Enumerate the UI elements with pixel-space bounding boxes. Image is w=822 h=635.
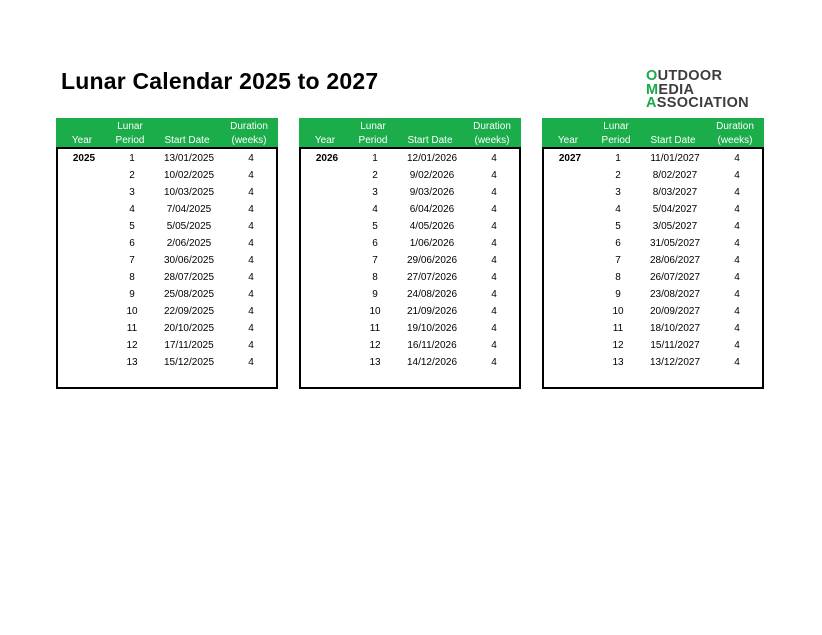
period-cell: 7: [372, 255, 378, 266]
start-date-cell: 22/09/2025: [163, 306, 215, 317]
duration-cell: 4: [734, 204, 740, 215]
table-header: [542, 118, 764, 147]
header-lunar: Lunar: [603, 121, 629, 132]
period-cell: 13: [612, 357, 624, 368]
period-cell: 13: [126, 357, 138, 368]
logo-initial: A: [646, 95, 657, 111]
duration-cell: 4: [248, 340, 254, 351]
duration-cell: 4: [491, 272, 497, 283]
duration-cell: 4: [734, 238, 740, 249]
period-cell: 2: [615, 170, 621, 181]
duration-cell: 4: [491, 153, 497, 164]
period-cell: 9: [615, 289, 621, 300]
duration-cell: 4: [248, 272, 254, 283]
header-weeks: (weeks): [474, 135, 510, 146]
start-date-cell: 19/10/2026: [406, 323, 458, 334]
duration-cell: 4: [491, 357, 497, 368]
header-duration: Duration: [716, 121, 754, 132]
duration-cell: 4: [734, 306, 740, 317]
start-date-cell: 15/11/2027: [650, 340, 700, 351]
logo-line-association: [646, 97, 749, 111]
period-cell: 8: [615, 272, 621, 283]
duration-cell: 4: [248, 306, 254, 317]
header-start-date: Start Date: [164, 135, 210, 146]
table-row: [301, 167, 519, 184]
start-date-cell: 24/08/2026: [406, 289, 458, 300]
duration-cell: 4: [491, 221, 497, 232]
header-period: Period: [358, 135, 388, 146]
table-row: [58, 286, 276, 303]
duration-cell: 4: [734, 221, 740, 232]
table-body: [299, 147, 521, 389]
table-row: [58, 150, 276, 167]
start-date-cell: 6/04/2026: [409, 204, 455, 215]
period-cell: 6: [129, 238, 135, 249]
start-date-cell: 1/06/2026: [409, 238, 455, 249]
start-date-cell: 25/08/2025: [163, 289, 215, 300]
duration-cell: 4: [248, 187, 254, 198]
period-cell: 10: [369, 306, 381, 317]
period-cell: 3: [372, 187, 378, 198]
duration-cell: 4: [734, 272, 740, 283]
table-row: [544, 269, 762, 286]
table-row: [58, 252, 276, 269]
start-date-cell: 4/05/2026: [409, 221, 455, 232]
header-lunar: Lunar: [117, 121, 143, 132]
table-row: [544, 320, 762, 337]
duration-cell: 4: [491, 170, 497, 181]
start-date-cell: 5/05/2025: [166, 221, 212, 232]
period-cell: 5: [129, 221, 135, 232]
start-date-cell: 18/10/2027: [649, 323, 701, 334]
header-weeks: (weeks): [717, 135, 753, 146]
duration-cell: 4: [248, 170, 254, 181]
start-date-cell: 10/02/2025: [163, 170, 215, 181]
start-date-cell: 16/11/2026: [407, 340, 457, 351]
start-date-cell: 9/02/2026: [409, 170, 455, 181]
lunar-table-2025: [56, 118, 278, 389]
period-cell: 8: [129, 272, 135, 283]
logo-initial: O: [646, 68, 658, 84]
start-date-cell: 15/12/2025: [163, 357, 215, 368]
period-cell: 12: [126, 340, 138, 351]
duration-cell: 4: [491, 340, 497, 351]
table-row: [544, 167, 762, 184]
lunar-table-2026: [299, 118, 521, 389]
header-duration: Duration: [473, 121, 511, 132]
duration-cell: 4: [734, 255, 740, 266]
start-date-cell: 11/01/2027: [650, 153, 700, 164]
table-row: [58, 337, 276, 354]
duration-cell: 4: [734, 187, 740, 198]
period-cell: 10: [612, 306, 624, 317]
duration-cell: 4: [248, 255, 254, 266]
table-row: [301, 235, 519, 252]
table-row: [58, 235, 276, 252]
table-row: [301, 269, 519, 286]
table-row: [301, 184, 519, 201]
period-cell: 5: [372, 221, 378, 232]
table-row: [58, 167, 276, 184]
start-date-cell: 29/06/2026: [406, 255, 458, 266]
duration-cell: 4: [248, 323, 254, 334]
duration-cell: 4: [248, 357, 254, 368]
period-cell: 1: [129, 153, 135, 164]
duration-cell: 4: [734, 323, 740, 334]
period-cell: 2: [129, 170, 135, 181]
period-cell: 9: [372, 289, 378, 300]
period-cell: 1: [615, 153, 621, 164]
start-date-cell: 26/07/2027: [649, 272, 701, 283]
table-row: [58, 303, 276, 320]
start-date-cell: 21/09/2026: [406, 306, 458, 317]
table-row: [301, 218, 519, 235]
logo-initial: M: [646, 81, 659, 98]
duration-cell: 4: [734, 340, 740, 351]
start-date-cell: 17/11/2025: [164, 340, 214, 351]
duration-cell: 4: [491, 255, 497, 266]
start-date-cell: 5/04/2027: [652, 204, 698, 215]
table-body: [56, 147, 278, 389]
table-row: [301, 201, 519, 218]
logo-text: SSOCIATION: [656, 95, 749, 111]
table-row: [544, 235, 762, 252]
start-date-cell: 9/03/2026: [409, 187, 455, 198]
oma-logo: [646, 70, 749, 111]
duration-cell: 4: [734, 357, 740, 368]
start-date-cell: 13/01/2025: [163, 153, 215, 164]
header-weeks: (weeks): [231, 135, 267, 146]
period-cell: 11: [612, 323, 624, 334]
duration-cell: 4: [734, 289, 740, 300]
duration-cell: 4: [491, 204, 497, 215]
duration-cell: 4: [491, 289, 497, 300]
header-year: Year: [557, 135, 579, 146]
year-cell: 2027: [558, 153, 582, 164]
table-body: [542, 147, 764, 389]
duration-cell: 4: [734, 153, 740, 164]
start-date-cell: 20/10/2025: [163, 323, 215, 334]
start-date-cell: 10/03/2025: [163, 187, 215, 198]
period-cell: 4: [372, 204, 378, 215]
table-row: [301, 354, 519, 371]
table-row: [301, 320, 519, 337]
page-title: Lunar Calendar 2025 to 2027: [61, 68, 379, 94]
logo-text: UTDOOR: [657, 68, 723, 84]
period-cell: 6: [372, 238, 378, 249]
table-row: [58, 269, 276, 286]
period-cell: 12: [369, 340, 381, 351]
header-duration: Duration: [230, 121, 268, 132]
table-row: [301, 303, 519, 320]
start-date-cell: 28/07/2025: [163, 272, 215, 283]
header-start-date: Start Date: [407, 135, 453, 146]
table-row: [58, 218, 276, 235]
duration-cell: 4: [248, 289, 254, 300]
duration-cell: 4: [491, 238, 497, 249]
header-period: Period: [115, 135, 145, 146]
period-cell: 3: [615, 187, 621, 198]
year-cell: 2026: [315, 153, 339, 164]
period-cell: 12: [612, 340, 624, 351]
start-date-cell: 20/09/2027: [649, 306, 701, 317]
start-date-cell: 23/08/2027: [649, 289, 701, 300]
table-row: [301, 286, 519, 303]
start-date-cell: 8/02/2027: [652, 170, 698, 181]
duration-cell: 4: [491, 187, 497, 198]
table-row: [544, 286, 762, 303]
period-cell: 3: [129, 187, 135, 198]
duration-cell: 4: [491, 306, 497, 317]
table-row: [544, 150, 762, 167]
period-cell: 2: [372, 170, 378, 181]
duration-cell: 4: [248, 238, 254, 249]
period-cell: 6: [615, 238, 621, 249]
table-row: [544, 184, 762, 201]
period-cell: 7: [129, 255, 135, 266]
period-cell: 10: [126, 306, 138, 317]
duration-cell: 4: [491, 323, 497, 334]
table-row: [544, 354, 762, 371]
table-row: [544, 201, 762, 218]
start-date-cell: 13/12/2027: [649, 357, 701, 368]
duration-cell: 4: [248, 153, 254, 164]
period-cell: 11: [126, 323, 138, 334]
start-date-cell: 12/01/2026: [406, 153, 458, 164]
table-row: [544, 337, 762, 354]
table-row: [58, 184, 276, 201]
period-cell: 5: [615, 221, 621, 232]
table-row: [544, 218, 762, 235]
start-date-cell: 28/06/2027: [649, 255, 701, 266]
table-header: [299, 118, 521, 147]
period-cell: 7: [615, 255, 621, 266]
period-cell: 9: [129, 289, 135, 300]
header-year: Year: [71, 135, 93, 146]
duration-cell: 4: [734, 170, 740, 181]
table-row: [301, 337, 519, 354]
duration-cell: 4: [248, 221, 254, 232]
table-row: [58, 354, 276, 371]
lunar-table-2027: [542, 118, 764, 389]
start-date-cell: 30/06/2025: [163, 255, 215, 266]
period-cell: 4: [129, 204, 135, 215]
period-cell: 8: [372, 272, 378, 283]
start-date-cell: 8/03/2027: [652, 187, 698, 198]
start-date-cell: 27/07/2026: [406, 272, 458, 283]
header-lunar: Lunar: [360, 121, 386, 132]
start-date-cell: 7/04/2025: [166, 204, 212, 215]
duration-cell: 4: [248, 204, 254, 215]
table-header: [56, 118, 278, 147]
header-year: Year: [314, 135, 336, 146]
table-row: [301, 252, 519, 269]
start-date-cell: 31/05/2027: [649, 238, 701, 249]
table-row: [544, 252, 762, 269]
period-cell: 1: [372, 153, 378, 164]
logo-text: EDIA: [658, 81, 695, 98]
start-date-cell: 14/12/2026: [406, 357, 458, 368]
year-cell: 2025: [72, 153, 96, 164]
period-cell: 11: [369, 323, 381, 334]
table-row: [58, 201, 276, 218]
header-start-date: Start Date: [650, 135, 696, 146]
period-cell: 13: [369, 357, 381, 368]
header-period: Period: [601, 135, 631, 146]
table-row: [544, 303, 762, 320]
table-row: [58, 320, 276, 337]
start-date-cell: 2/06/2025: [166, 238, 212, 249]
start-date-cell: 3/05/2027: [652, 221, 698, 232]
table-row: [301, 150, 519, 167]
period-cell: 4: [615, 204, 621, 215]
